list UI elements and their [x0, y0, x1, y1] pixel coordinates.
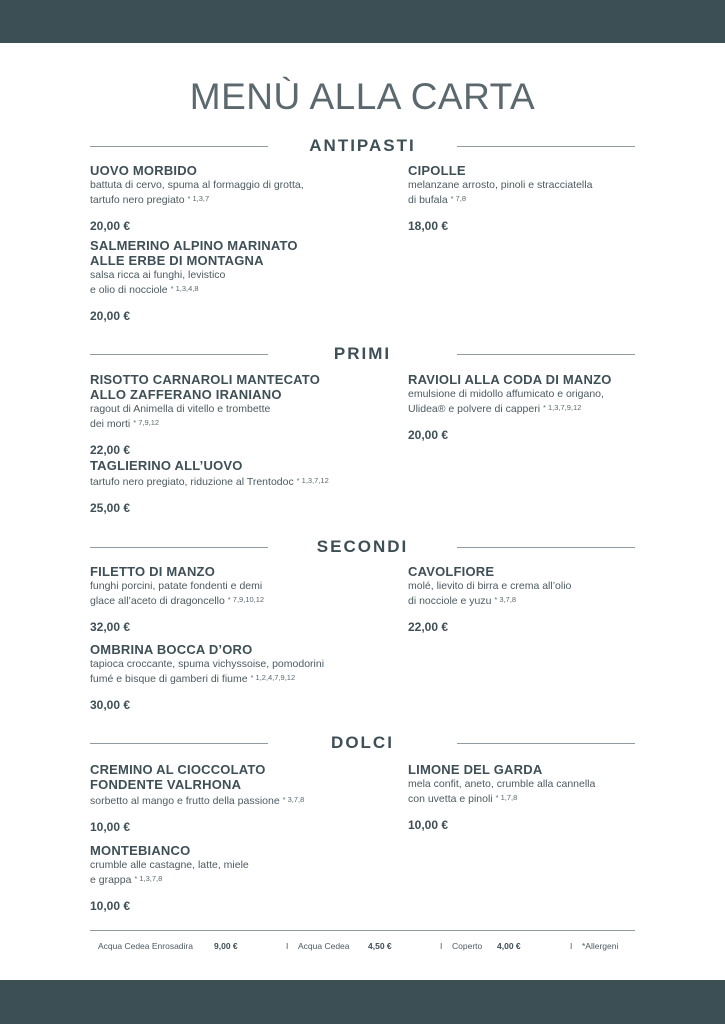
water-enrosadira-price: 9,00 € — [214, 941, 238, 951]
item-name: CAVOLFIORE — [408, 564, 495, 579]
item-description: funghi porcini, patate fondenti e demi glace all’aceto di dragoncello — [90, 580, 263, 607]
section-header-secondi — [90, 537, 635, 559]
footer-separator: I — [570, 941, 573, 951]
coperto-label: Coperto — [452, 941, 483, 951]
section-header-primi — [90, 344, 635, 366]
footer-separator: I — [440, 941, 443, 951]
item-price: 10,00 € — [90, 820, 131, 834]
item-description: melanzane arrosto, pinoli e stracciatella di bufala — [408, 179, 593, 206]
item-allergens: * 1,3,7,12 — [296, 476, 329, 485]
item-name: CIPOLLE — [408, 163, 466, 178]
section-title: SECONDI — [316, 537, 409, 556]
section-title: ANTIPASTI — [309, 136, 416, 155]
item-allergens: * 1,7,8 — [495, 793, 518, 802]
menu-item-montebianco — [90, 843, 340, 913]
divider — [457, 354, 635, 355]
item-price: 10,00 € — [408, 818, 449, 832]
footer-divider — [90, 930, 635, 931]
item-name: TAGLIERINO ALL’UOVO — [90, 458, 243, 473]
item-allergens: * 1,2,4,7,9,12 — [250, 673, 296, 682]
item-name: LIMONE DEL GARDA — [408, 762, 543, 777]
section-header-dolci — [90, 733, 635, 755]
item-allergens: * 7,9,10,12 — [227, 595, 265, 604]
water-cedea-label: Acqua Cedea — [298, 941, 350, 951]
section-title: PRIMI — [333, 344, 392, 363]
item-name: FILETTO DI MANZO — [90, 564, 216, 579]
item-price: 20,00 € — [408, 428, 449, 442]
menu-item-taglierino — [90, 458, 380, 515]
item-name: RAVIOLI ALLA CODA DI MANZO — [408, 372, 612, 387]
coperto-price: 4,00 € — [497, 941, 521, 951]
divider — [457, 743, 635, 744]
item-description: tartufo nero pregiato, riduzione al Trentodoc — [90, 476, 294, 488]
item-description: emulsione di midollo affumicato e origano, Ulidea® e polvere di capperi — [408, 388, 604, 415]
item-description: ragout di Animella di vitello e trombette dei morti — [90, 403, 271, 430]
footer-separator: I — [286, 941, 289, 951]
item-allergens: * 7,9,12 — [133, 418, 160, 427]
menu-item-cavolfiore — [408, 564, 658, 634]
item-name: SALMERINO ALPINO MARINATO ALLE ERBE DI MONTAGNA — [90, 238, 298, 268]
item-price: 30,00 € — [90, 698, 131, 712]
item-price: 25,00 € — [90, 501, 131, 515]
menu-item-filetto — [90, 564, 340, 634]
menu-item-cremino — [90, 762, 360, 834]
item-name: OMBRINA BOCCA D’ORO — [90, 642, 253, 657]
item-allergens: * 7,8 — [450, 194, 467, 203]
item-price: 22,00 € — [408, 620, 449, 634]
item-description: mela confit, aneto, crumble alla cannella con uvetta e pinoli — [408, 778, 596, 805]
menu-item-limone — [408, 762, 658, 832]
item-name: CREMINO AL CIOCCOLATO FONDENTE VALRHONA — [90, 762, 266, 792]
item-allergens: * 1,3,7,9,12 — [542, 403, 582, 412]
item-allergens: * 3,7,8 — [494, 595, 517, 604]
item-description: molé, lievito di birra e crema all’olio di nocciole e yuzu — [408, 580, 572, 607]
water-cedea-price: 4,50 € — [368, 941, 392, 951]
item-description: tapioca croccante, spuma vichyssoise, pomodorini fumé e bisque di gamberi di fiume — [90, 658, 325, 685]
section-title: DOLCI — [331, 733, 394, 752]
water-enrosadira-label: Acqua Cedea Enrosadira — [98, 941, 193, 951]
menu-item-risotto — [90, 372, 340, 457]
item-description: crumble alle castagne, latte, miele e grappa — [90, 859, 249, 886]
allergeni-note: *Allergeni — [582, 941, 619, 951]
item-allergens: * 1,3,7 — [187, 194, 210, 203]
menu-item-ravioli — [408, 372, 648, 442]
item-description: sorbetto al mango e frutto della passione — [90, 795, 280, 807]
item-allergens: * 3,7,8 — [282, 795, 305, 804]
item-description: battuta di cervo, spuma al formaggio di grotta, tartufo nero pregiato — [90, 179, 304, 206]
item-name: UOVO MORBIDO — [90, 163, 198, 178]
item-name: MONTEBIANCO — [90, 843, 191, 858]
bottom-band — [0, 980, 725, 1024]
item-price: 10,00 € — [90, 899, 131, 913]
menu-item-uovo-morbido — [90, 163, 340, 233]
menu-item-cipolle — [408, 163, 658, 233]
section-header-antipasti — [90, 136, 635, 158]
item-name: RISOTTO CARNAROLI MANTECATO ALLO ZAFFERANO IRANIANO — [90, 372, 321, 402]
item-price: 18,00 € — [408, 219, 449, 233]
top-band — [0, 0, 725, 43]
item-price: 20,00 € — [90, 219, 131, 233]
divider — [457, 146, 635, 147]
item-price: 22,00 € — [90, 443, 131, 457]
item-description: salsa ricca ai funghi, levistico e olio di nocciole — [90, 269, 226, 296]
item-allergens: * 1,3,7,8 — [134, 874, 163, 883]
menu-item-ombrina — [90, 642, 380, 712]
item-price: 32,00 € — [90, 620, 131, 634]
page-title: MENÙ ALLA CARTA — [189, 76, 536, 117]
menu-item-salmerino — [90, 238, 340, 323]
item-allergens: * 1,3,4,8 — [170, 284, 199, 293]
item-price: 20,00 € — [90, 309, 131, 323]
divider — [457, 547, 635, 548]
